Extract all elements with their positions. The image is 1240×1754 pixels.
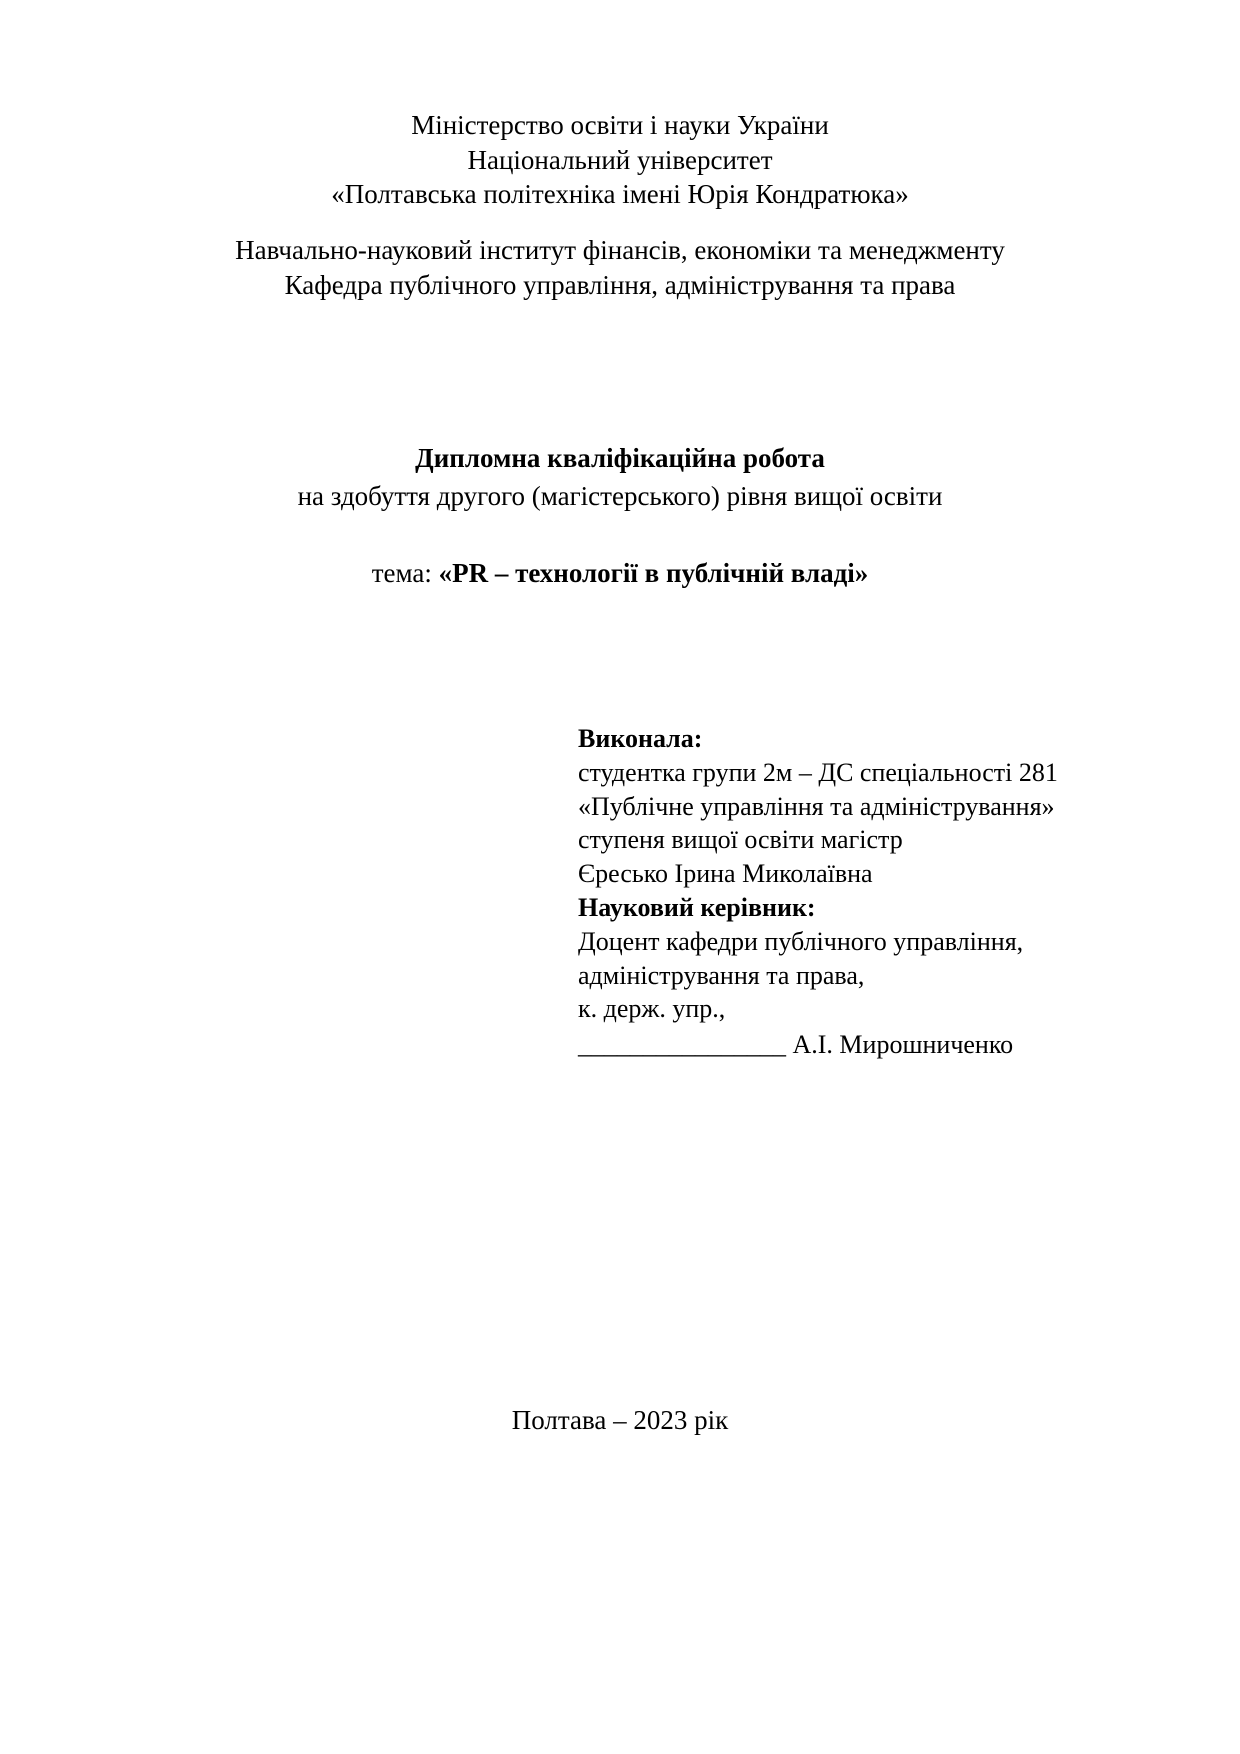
supervisor-signature-line: ________________ А.І. Мирошниченко — [578, 1030, 1014, 1060]
degree-line: на здобуття другого (магістерського) рівня вищої освіти — [297, 481, 943, 512]
theme-value: «PR – технології в публічній владі» — [438, 557, 869, 588]
institution-header — [0, 108, 1240, 212]
department-line: Кафедра публічного управління, адміністрування та права — [284, 269, 956, 300]
ministry-line: Міністерство освіти і науки України — [411, 110, 829, 140]
institute-line: Навчально-науковий інститут фінансів, економіки та менеджменту — [235, 235, 1005, 265]
supervisor-label: Науковий керівник: — [578, 892, 816, 922]
performed-by-label: Виконала: — [578, 724, 703, 753]
theme-label: тема: — [371, 557, 439, 588]
document-type: Дипломна кваліфікаційна робота — [415, 443, 825, 473]
author-supervisor-block — [578, 722, 1178, 1062]
faculty-header — [0, 233, 1240, 302]
student-specialty-line: «Публічне управління та адміністрування» — [578, 791, 1055, 821]
student-degree-line: ступеня вищої освіти магістр — [578, 825, 903, 855]
student-name: Єресько Ірина Миколаївна — [578, 859, 873, 889]
supervisor-position-line-2: адміністрування та права, — [578, 960, 865, 990]
document-title-block — [0, 440, 1240, 591]
place-year: Полтава – 2023 рік — [511, 1405, 729, 1435]
student-group-line: студентка групи 2м – ДС спеціальності 281 — [578, 757, 1058, 787]
place-year-footer — [0, 1405, 1240, 1436]
university-name-line: «Полтавська політехніка імені Юрія Кондратюка» — [331, 179, 909, 210]
theme-line — [0, 555, 1240, 591]
supervisor-position-line-1: Доцент кафедри публічного управління, — [578, 926, 1024, 956]
supervisor-degree-line: к. держ. упр., — [578, 994, 726, 1024]
university-line: Національний університет — [467, 144, 773, 175]
